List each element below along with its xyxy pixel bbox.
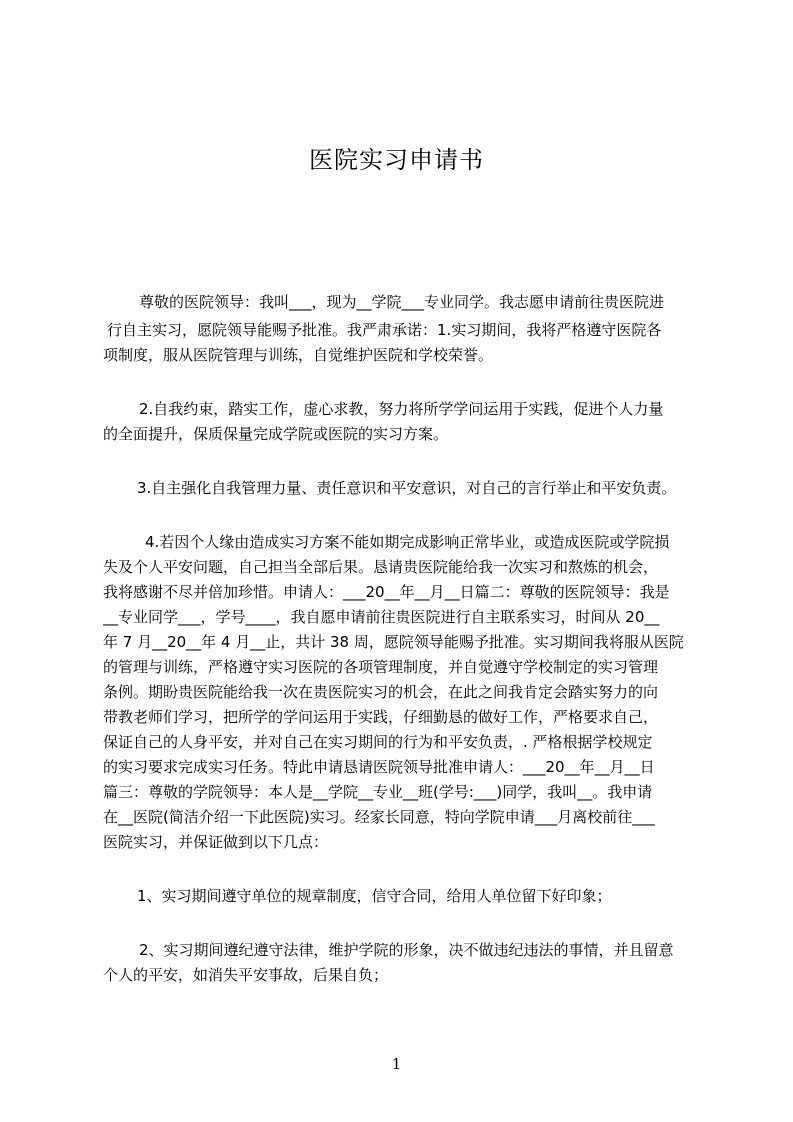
paragraph-line: 的管理与训练，严格遵守实习医院的各项管理制度，并自觉遵守学校制定的实习管理 bbox=[103, 658, 659, 676]
paragraph-line: 失及个人平安问题，自己担当全部后果。恳请贵医院能给我一次实习和熬炼的机会， bbox=[103, 558, 659, 576]
paragraph-line: 的实习要求完成实习任务。特此申请恳请医院领导批准申请人：___20__年__月__日 bbox=[103, 758, 655, 776]
paragraph-line: 个人的平安，如消失平安事故，后果自负； bbox=[103, 966, 389, 984]
paragraph-line: 条例。期盼贵医院能给我一次在贵医院实习的机会，在此之间我肯定会踏实努力的向 bbox=[103, 683, 659, 701]
paragraph-line: 1、实习期间遵守单位的规章制度，信守合同，给用人单位留下好印象； bbox=[137, 887, 612, 905]
paragraph-line: 带教老师们学习，把所学的学问运用于实践，仔细勤恳的做好工作，严格要求自己， bbox=[103, 708, 659, 726]
paragraph-line: 年 7 月__20__年 4 月__止，共计 38 周，愿院领导能赐予批准。实习期间我将服从医院 bbox=[103, 633, 684, 651]
paragraph-line: 2.自我约束，踏实工作，虚心求教，努力将所学学问运用于实践，促进个人力量 bbox=[139, 400, 664, 418]
paragraph-line: 在__医院(简洁介绍一下此医院)实习。经家长同意，特向学院申请___月离校前往___ bbox=[103, 808, 655, 826]
paragraph-line: 我将感谢不尽并倍加珍惜。申请人：___20__年__月__日篇二：尊敬的医院领导：我是 bbox=[103, 583, 670, 601]
paragraph-line: 的全面提升，保质保量完成学院或医院的实习方案。 bbox=[103, 425, 449, 443]
paragraph-line: 保证自己的人身平安，并对自己在实习期间的行为和平安负责，. 严格根据学校规定 bbox=[103, 733, 653, 751]
paragraph-line: 尊敬的医院领导：我叫___，现为__学院___专业同学。我志愿申请前往贵医院进 bbox=[139, 293, 665, 311]
paragraph-line: 医院实习，并保证做到以下几点： bbox=[103, 833, 329, 851]
paragraph-line: 篇三：尊敬的学院领导：本人是__学院__专业__班(学号:___)同学，我叫__。我申请 bbox=[103, 783, 653, 801]
paragraph-line: 项制度，服从医院管理与训练，自觉维护医院和学校荣誉。 bbox=[103, 346, 494, 364]
paragraph-line: 行自主实习，愿院领导能赐予批准。我严肃承诺：1.实习期间，我将严格遵守医院各 bbox=[107, 321, 662, 339]
paragraph-line: 3.自主强化自我管理力量、责任意识和平安意识，对自己的言行举止和平安负责。 bbox=[137, 479, 677, 497]
page-number: 1 bbox=[391, 1055, 402, 1073]
document-title: 医院实习申请书 bbox=[309, 146, 484, 174]
paragraph-line: __专业同学___，学号____，我自愿申请前往贵医院进行自主联系实习，时间从 20__ bbox=[103, 608, 660, 626]
paragraph-line: 2、实习期间遵纪遵守法律，维护学院的形象，决不做违纪违法的事情，并且留意 bbox=[139, 941, 674, 959]
paragraph-line: 4.若因个人缘由造成实习方案不能如期完成影响正常毕业，或造成医院或学院损 bbox=[145, 533, 670, 551]
